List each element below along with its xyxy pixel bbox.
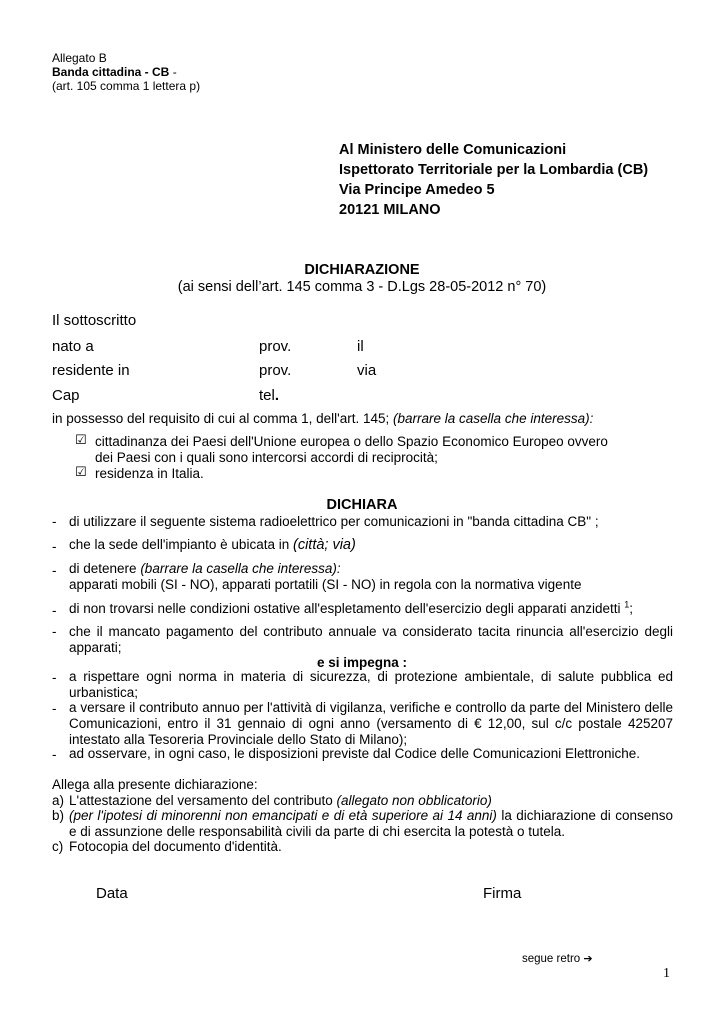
checked-box-icon[interactable]: ☑ (75, 465, 87, 480)
allega-a-label: a) (52, 793, 65, 808)
checkbox-1-line-2: dei Paesi con i quali sono intercorsi accordi di reciprocità; (95, 450, 438, 465)
page-number: 1 (663, 966, 670, 981)
impegna-item-2: a versare il contributo annuo per l'attività di vigilanza, verifiche e controllo da parte del Ministero delle Comunicazioni, entro il 31 gennaio di ogni anno (versamento di € 12,00, sul c/c postale 425207 intestato alla Tesoreria Provinciale dello Stato di Milano); (69, 700, 673, 747)
checked-box-icon[interactable]: ☑ (75, 433, 87, 448)
bullet-dash: - (52, 563, 57, 578)
field-tel-dot: . (274, 387, 280, 404)
field-cap: Cap (52, 387, 80, 404)
recipient-line-2: Ispettorato Territoriale per la Lombardia (CB) (339, 162, 649, 178)
document-subtitle: (ai sensi dell’art. 145 comma 3 - D.Lgs 28-05-2012 n° 70) (177, 279, 547, 295)
bullet-dash: - (52, 670, 57, 685)
bullet-dash: - (52, 514, 57, 529)
header-article: (art. 105 comma 1 lettera p) (52, 79, 201, 93)
footnote-ref: 1 (624, 599, 630, 610)
requisito-text: in possesso del requisito di cui al comma 1, dell'art. 145; (52, 411, 394, 426)
field-sottoscritto: Il sottoscritto (52, 312, 137, 329)
allega-a-text: L'attestazione del versamento del contributo (69, 793, 337, 808)
impegna-item-1: a rispettare ogni norma in materia di sicurezza, di protezione ambientale, di salute pubblica ed urbanistica; (69, 669, 673, 700)
bullet-dash: - (52, 747, 57, 762)
field-nato-a: nato a (52, 338, 94, 355)
field-residente-in: residente in (52, 362, 130, 379)
header-banda-title: Banda cittadina - CB (52, 65, 170, 79)
dichiara-item-3-line-2: apparati mobili (SI - NO), apparati portatili (SI - NO) in regola con la normativa vigente (69, 577, 582, 592)
requisito-italic: (barrare la casella che interessa): (393, 411, 594, 426)
allega-a-italic: (allegato non obblicatorio) (336, 793, 492, 808)
bullet-dash: - (52, 603, 57, 618)
arrow-right-icon: ➔ (583, 952, 593, 965)
header-banda (52, 66, 177, 79)
impegna-item-3: ad osservare, in ogni caso, le disposizioni previste dal Codice delle Comunicazioni Elettroniche. (69, 746, 641, 761)
dichiara-item-2-text: che la sede dell'impianto è ubicata in (69, 537, 293, 552)
segue-retro-text: segue retro (522, 953, 584, 965)
field-tel (259, 387, 279, 404)
dichiara-item-1: di utilizzare il seguente sistema radioelettrico per comunicazioni in "banda cittadina CB" ; (69, 514, 599, 529)
dichiara-item-3-text: di detenere (69, 561, 141, 576)
bullet-dash: - (52, 701, 57, 716)
field-via: via (357, 362, 377, 379)
dichiara-item-4-end: ; (629, 601, 634, 616)
checkbox-2-label: residenza in Italia. (95, 466, 204, 481)
allega-intro: Allega alla presente dichiarazione: (52, 777, 258, 792)
allega-c-label: c) (52, 839, 64, 854)
dichiara-item-5: che il mancato pagamento del contributo annuale va considerato tacita rinuncia all'esercizio degli apparati; (69, 624, 673, 655)
dichiara-item-2 (69, 537, 673, 553)
header-allegato: Allegato B (52, 51, 107, 65)
dichiara-heading: DICHIARA (326, 497, 398, 513)
field-il: il (357, 338, 364, 355)
dichiara-item-3-italic: (barrare la casella che interessa): (140, 561, 341, 576)
data-label: Data (96, 885, 128, 902)
dichiara-item-2-italic: (città; via) (292, 537, 356, 553)
dichiara-item-3 (69, 561, 673, 577)
dichiara-item-4-text: di non trovarsi nelle condizioni ostative all'espletamento dell'esercizio degli apparati anzidetti (69, 601, 625, 616)
allega-b-italic: (per l'ipotesi di minorenni non emancipati e di età superiore ai 14 anni) (69, 808, 497, 823)
allega-b-text: la dichiarazione di consenso e di assunzione delle responsabilità civili da parte di chi esercita la potestà o tutela. (69, 808, 673, 839)
requisito-line (52, 411, 593, 427)
checkbox-1-line-1: cittadinanza dei Paesi dell'Unione europea o dello Spazio Economico Europeo ovvero (95, 434, 608, 449)
field-prov-1: prov. (259, 338, 292, 355)
bullet-dash: - (52, 624, 57, 639)
recipient-line-1: Al Ministero delle Comunicazioni (339, 142, 567, 158)
firma-label: Firma (483, 885, 522, 902)
bullet-dash: - (52, 539, 57, 554)
document-title: DICHIARAZIONE (304, 262, 420, 278)
field-tel-label: tel (259, 387, 275, 404)
recipient-line-3: Via Principe Amedeo 5 (339, 182, 495, 198)
header-banda-suffix: - (169, 65, 177, 79)
field-prov-2: prov. (259, 362, 292, 379)
allega-c: Fotocopia del documento d'identità. (69, 839, 282, 854)
recipient-line-4: 20121 MILANO (339, 202, 441, 218)
segue-retro (522, 952, 593, 965)
allega-b (69, 808, 673, 840)
allega-a (69, 793, 673, 809)
impegna-heading: e si impegna : (316, 655, 408, 670)
dichiara-item-4 (69, 601, 673, 617)
allega-b-label: b) (52, 808, 65, 823)
